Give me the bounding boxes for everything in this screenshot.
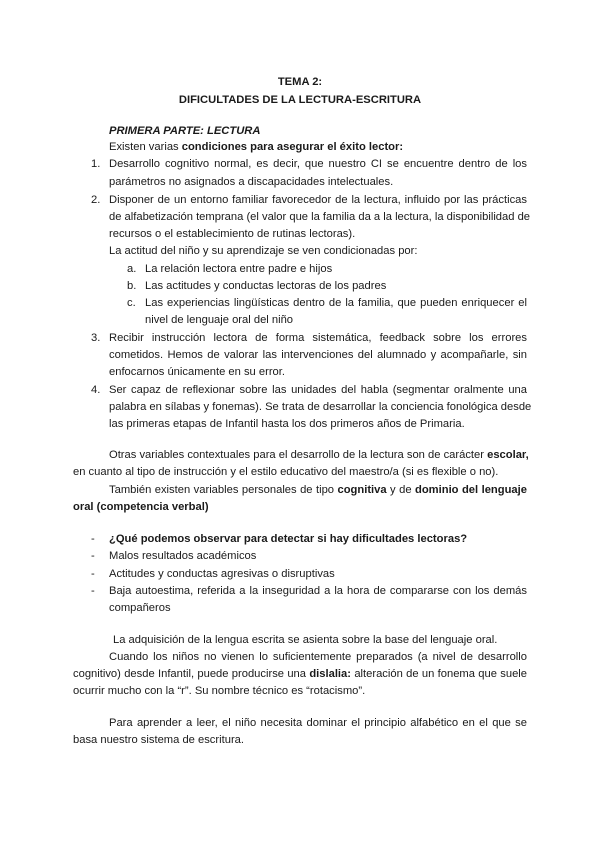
item2-line2: de alfabetización temprana (el valor que la familia da a la lectura, la disponibilidad de (109, 211, 531, 223)
list-number-4: 4. (91, 384, 101, 396)
intro-text: Existen varias (109, 141, 182, 153)
sub-letter-b: b. (127, 280, 137, 292)
item2-line4: La actitud del niño y su aprendizaje se ven condicionadas por: (109, 245, 418, 257)
bullets-question: ¿Qué podemos observar para detectar si hay dificultades lectoras? (109, 533, 468, 545)
item1-line2: parámetros no asignados a discapacidades intelectuales. (109, 176, 394, 188)
item4-line3: las primeras etapas de Infantil hasta los dos primeros años de Primaria. (109, 418, 465, 430)
bullet-3-line2: compañeros (109, 602, 171, 614)
para1-line2: en cuanto al tipo de instrucción y el estilo educativo del maestro/a (si es flexible o no). (73, 466, 499, 478)
list-number-1: 1. (91, 158, 101, 170)
doc-title: TEMA 2: (277, 76, 323, 88)
para3-line4: ocurrir mucho con la “r”. Su nombre técnico es “rotacismo”. (73, 685, 366, 697)
intro-line (109, 141, 403, 153)
intro-bold-text: condiciones para asegurar el éxito lector: (181, 141, 404, 153)
section-heading: PRIMERA PARTE: LECTURA (109, 125, 261, 137)
para4-line2: basa nuestro sistema de escritura. (73, 734, 245, 746)
para2-line1 (109, 484, 527, 496)
sub-letter-a: a. (127, 263, 137, 275)
para3-post: alteración de un fonema que suele (351, 668, 527, 680)
item3-line3: enfocarnos únicamente en su error. (109, 366, 285, 378)
list-number-2: 2. (91, 194, 101, 206)
para3-line1: La adquisición de la lengua escrita se asienta sobre la base del lenguaje oral. (113, 634, 498, 646)
doc-subtitle: DIFICULTADES DE LA LECTURA-ESCRITURA (178, 94, 422, 106)
dash-q: - (91, 533, 95, 545)
sub-letter-c: c. (127, 297, 136, 309)
item3-line1: Recibir instrucción lectora de forma sistemática, feedback sobre los errores (109, 332, 527, 344)
dash-1: - (91, 550, 95, 562)
list-number-3: 3. (91, 332, 101, 344)
item2-line3: recursos o el establecimiento de rutinas lectoras). (109, 228, 356, 240)
item2-line1: Disponer de un entorno familiar favorecedor de la lectura, influido por las prácticas (109, 194, 527, 206)
para3-line3 (73, 668, 527, 680)
para2-line2: oral (competencia verbal) (73, 501, 209, 513)
para2-bold-dominio: dominio del lenguaje (415, 484, 527, 496)
sub-item-a: La relación lectora entre padre e hijos (145, 263, 333, 275)
para4-line1: Para aprender a leer, el niño necesita dominar el principio alfabético en el que se (109, 717, 527, 729)
item4-line2: palabra en sílabas y fonemas). Se trata de desarrollar la conciencia fonológica desde (109, 401, 532, 413)
para1-text: Otras variables contextuales para el desarrollo de la lectura son de carácter (109, 449, 488, 461)
para2-bold-cognitiva: cognitiva (337, 484, 387, 496)
para1-bold: escolar, (487, 449, 529, 461)
para3-line2: Cuando los niños no vienen lo suficientemente preparados (a nivel de desarrollo (109, 651, 527, 663)
item4-line1: Ser capaz de reflexionar sobre las unidades del habla (segmentar oralmente una (109, 384, 527, 396)
para3-text: cognitivo) desde Infantil, puede producirse una (73, 668, 310, 680)
sub-item-b: Las actitudes y conductas lectoras de los padres (145, 280, 387, 292)
para2-mid: y de (386, 484, 416, 496)
para3-bold-dislalia: dislalia: (309, 668, 351, 680)
dash-3: - (91, 585, 95, 597)
item3-line2: cometidos. Hemos de valorar las intervenciones del alumnado y acompañarle, sin (109, 349, 527, 361)
bullet-1: Malos resultados académicos (109, 550, 257, 562)
para2-text: También existen variables personales de tipo (109, 484, 338, 496)
item1-line1: Desarrollo cognitivo normal, es decir, que nuestro CI se encuentre dentro de los (109, 158, 527, 170)
bullet-3-line1: Baja autoestima, referida a la inseguridad a la hora de compararse con los demás (109, 585, 527, 597)
dash-2: - (91, 568, 95, 580)
bullet-2: Actitudes y conductas agresivas o disruptivas (109, 568, 335, 580)
sub-item-c-line2: nivel de lenguaje oral del niño (145, 314, 294, 326)
para1-line1 (109, 449, 527, 461)
sub-item-c-line1: Las experiencias lingüísticas dentro de la familia, que pueden enriquecer el (145, 297, 527, 309)
